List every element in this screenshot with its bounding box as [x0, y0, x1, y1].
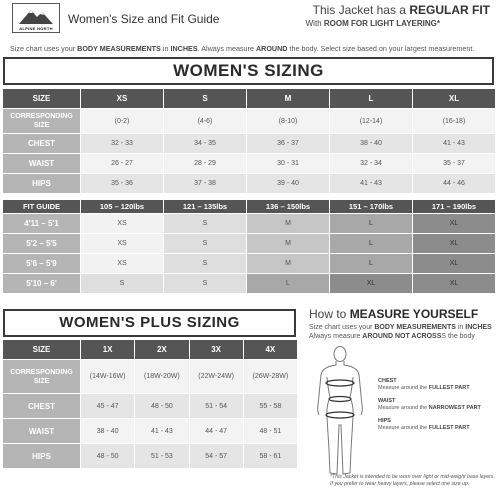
table-cell: 36 - 37 — [247, 134, 330, 154]
height-label: 5'10 – 6' — [3, 274, 81, 294]
size-col: 3X — [189, 340, 243, 360]
table-cell: 30 - 31 — [247, 154, 330, 174]
plus-sizing-title: WOMEN'S PLUS SIZING — [5, 311, 294, 335]
weight-col: 121 – 135lbs — [164, 200, 247, 214]
row-label: CORRESPONDING SIZE — [3, 109, 81, 134]
size-header: SIZE — [3, 340, 81, 360]
table-cell: (14W-16W) — [81, 360, 135, 394]
fit-cell: L — [247, 274, 330, 294]
fit-cell: L — [330, 234, 413, 254]
fit-cell: S — [164, 214, 247, 234]
measure-instructions: Size chart uses your BODY MEASUREMENTS in INCHES Always measure AROUND NOT ACROSSS the body — [309, 324, 492, 340]
mountain-icon — [17, 6, 55, 26]
fit-cell: XL — [413, 214, 496, 234]
height-label: 5'6 – 5'9 — [3, 254, 81, 274]
table-cell: 54 - 57 — [189, 444, 243, 469]
table-cell: 55 - 58 — [243, 394, 297, 419]
table-row — [3, 109, 496, 134]
table-cell: 38 - 40 — [330, 134, 413, 154]
table-row — [3, 234, 496, 254]
plus-sizing-banner — [3, 309, 296, 337]
fit-cell: XL — [413, 234, 496, 254]
brand-name: ALPINE NORTH — [19, 26, 53, 31]
table-cell: 41 - 43 — [330, 174, 413, 194]
row-label: CHEST — [3, 134, 81, 154]
table-cell: 44 - 46 — [413, 174, 496, 194]
page-title: Women's Size and Fit Guide — [68, 12, 220, 26]
row-label: CHEST — [3, 394, 81, 419]
fit-cell: XL — [413, 274, 496, 294]
womens-sizing-title: WOMEN'S SIZING — [5, 59, 492, 83]
row-label: HIPS — [3, 444, 81, 469]
fit-cell: L — [330, 254, 413, 274]
fit-guide-table — [2, 199, 496, 294]
table-row — [3, 394, 298, 419]
table-cell: 51 - 53 — [135, 444, 189, 469]
table-row — [3, 274, 496, 294]
table-cell: (12-14) — [330, 109, 413, 134]
measure-title: How to MEASURE YOURSELF — [309, 307, 479, 321]
fit-cell: M — [247, 234, 330, 254]
table-cell: (22W-24W) — [189, 360, 243, 394]
fit-guide-header: FIT GUIDE — [3, 200, 81, 214]
table-cell: 32 - 34 — [330, 154, 413, 174]
table-cell: 41 - 43 — [135, 419, 189, 444]
table-cell: 48 - 50 — [135, 394, 189, 419]
table-cell: (16-18) — [413, 109, 496, 134]
fit-cell: S — [164, 234, 247, 254]
table-cell: 41 - 43 — [413, 134, 496, 154]
weight-col: 171 – 190lbs — [413, 200, 496, 214]
size-header: SIZE — [3, 89, 81, 109]
plus-size-table — [2, 339, 298, 469]
table-cell: 34 - 35 — [164, 134, 247, 154]
table-cell: 45 - 47 — [81, 394, 135, 419]
fit-subline: With ROOM FOR LIGHT LAYERING* — [305, 19, 440, 28]
weight-col: 151 – 170lbs — [330, 200, 413, 214]
table-cell: (26W-28W) — [243, 360, 297, 394]
table-row — [3, 254, 496, 274]
table-cell: 37 - 38 — [164, 174, 247, 194]
fit-cell: S — [164, 254, 247, 274]
womens-size-table — [2, 88, 496, 194]
height-label: 5'2 – 5'5 — [3, 234, 81, 254]
table-cell: 58 - 61 — [243, 444, 297, 469]
fit-cell: L — [330, 214, 413, 234]
fit-cell: XS — [81, 234, 164, 254]
weight-col: 136 – 150lbs — [247, 200, 330, 214]
table-cell: 51 - 54 — [189, 394, 243, 419]
table-cell: 32 - 33 — [81, 134, 164, 154]
fit-cell: S — [81, 274, 164, 294]
table-cell: 26 - 27 — [81, 154, 164, 174]
table-cell: 38 - 40 — [81, 419, 135, 444]
fit-cell: XS — [81, 254, 164, 274]
fit-value: REGULAR FIT — [409, 3, 490, 17]
size-col: 1X — [81, 340, 135, 360]
table-row — [3, 214, 496, 234]
size-col: 4X — [243, 340, 297, 360]
table-cell: 44 - 47 — [189, 419, 243, 444]
waist-instruction: WAIST Measure around the NARROWEST PART — [378, 398, 481, 411]
fit-cell: XL — [413, 254, 496, 274]
fit-cell: XL — [330, 274, 413, 294]
table-cell: (18W-20W) — [135, 360, 189, 394]
body-figure-icon — [300, 345, 380, 480]
measurement-note: Size chart uses your BODY MEASUREMENTS in INCHES. Always measure AROUND the body. Select size based on your largest measurement. — [10, 44, 475, 53]
table-cell: 28 - 29 — [164, 154, 247, 174]
table-cell: 35 - 36 — [81, 174, 164, 194]
fit-cell: M — [247, 214, 330, 234]
table-cell: 48 - 50 — [81, 444, 135, 469]
row-label: WAIST — [3, 419, 81, 444]
table-row — [3, 360, 298, 394]
table-cell: 48 - 51 — [243, 419, 297, 444]
hips-instruction: HIPS Measure around the FULLEST PART — [378, 418, 470, 431]
size-col: M — [247, 89, 330, 109]
fit-cell: XS — [81, 214, 164, 234]
size-col: XS — [81, 89, 164, 109]
size-col: XL — [413, 89, 496, 109]
womens-sizing-banner — [3, 57, 494, 85]
fit-cell: S — [164, 274, 247, 294]
size-col: 2X — [135, 340, 189, 360]
row-label: WAIST — [3, 154, 81, 174]
table-cell: (4-6) — [164, 109, 247, 134]
table-row — [3, 174, 496, 194]
table-row — [3, 154, 496, 174]
size-col: S — [164, 89, 247, 109]
fit-statement: This Jacket has a REGULAR FIT — [312, 3, 490, 17]
table-cell: 39 - 40 — [247, 174, 330, 194]
row-label: HIPS — [3, 174, 81, 194]
layering-footnote: *This Jacket is intended to be worn over light or mid-weight base layers. If you prefer to wear heavy layers, please select one size up. — [330, 474, 495, 487]
table-cell: (0-2) — [81, 109, 164, 134]
table-row — [3, 419, 298, 444]
fit-cell: M — [247, 254, 330, 274]
brand-logo — [12, 3, 60, 33]
size-col: L — [330, 89, 413, 109]
table-cell: 35 - 37 — [413, 154, 496, 174]
table-cell: (8-10) — [247, 109, 330, 134]
weight-col: 105 – 120lbs — [81, 200, 164, 214]
chest-instruction: CHEST Measure around the FULLEST PART — [378, 378, 470, 391]
height-label: 4'11 – 5'1 — [3, 214, 81, 234]
row-label: CORRESPONDING SIZE — [3, 360, 81, 394]
table-row — [3, 444, 298, 469]
table-row — [3, 134, 496, 154]
